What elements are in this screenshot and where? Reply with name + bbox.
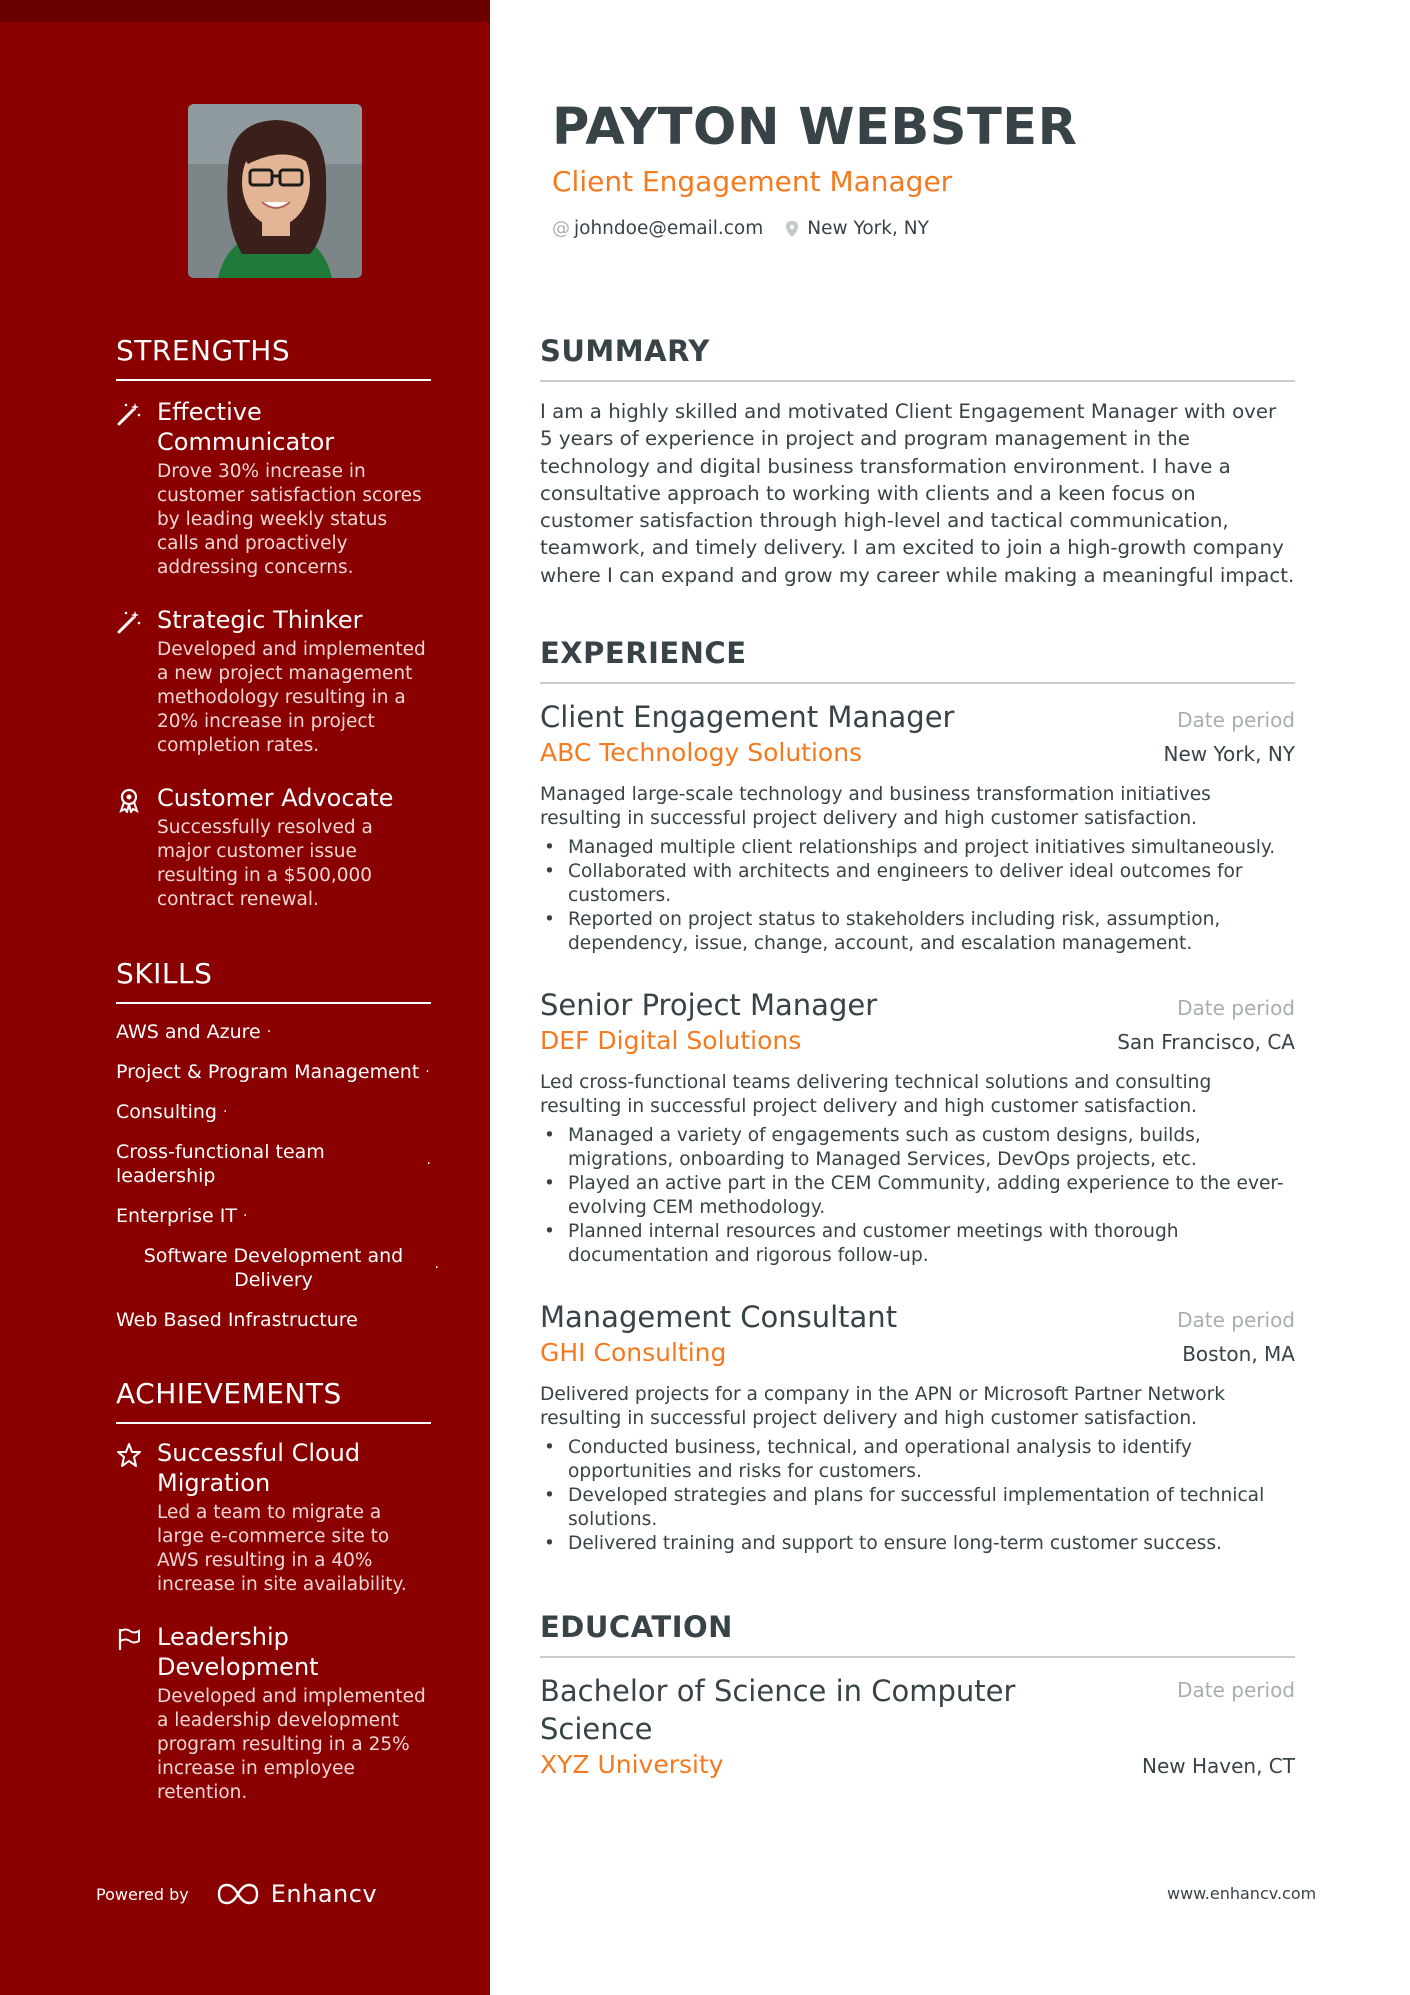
enhancv-brand: Enhancv: [270, 1880, 378, 1908]
achievement-title: Successful Cloud Migration: [157, 1439, 361, 1497]
job-entry: [540, 1298, 1295, 1556]
skill-item: AWS and Azure ·: [116, 1021, 272, 1043]
job-date: Date period: [1177, 1308, 1295, 1332]
location-text: New York, NY: [807, 218, 929, 239]
profile-photo: [188, 104, 362, 278]
skill-item: Enterprise IT ·: [116, 1205, 248, 1227]
job-bullet: • Managed multiple client relationships and project initiatives simultaneously.: [540, 836, 1295, 860]
powered-by: [96, 1880, 377, 1908]
job-bullet: • Developed strategies and plans for successful implementation of technical solutions.: [540, 1484, 1295, 1532]
job-company: ABC Technology Solutions: [540, 738, 863, 767]
skill-item: Consulting ·: [116, 1101, 228, 1123]
strengths-section: [116, 334, 431, 912]
strengths-heading: STRENGTHS: [116, 334, 431, 381]
job-bullet: • Collaborated with architects and engineers to deliver ideal outcomes for customers.: [540, 860, 1295, 908]
skill-label: AWS and Azure: [116, 1021, 261, 1043]
strength-item: [116, 397, 431, 580]
education-degree: Bachelor of Science in Computer Science: [540, 1674, 1016, 1746]
contact-location: [785, 218, 929, 239]
skill-item: Project & Program Management ·: [116, 1061, 430, 1083]
job-bullets: [540, 1436, 1295, 1556]
job-location: San Francisco, CA: [1117, 1030, 1295, 1054]
skill-item: [116, 1308, 431, 1332]
job-bullet: • Conducted business, technical, and operational analysis to identify opportunities and risks for customers.: [540, 1436, 1295, 1484]
candidate-role: Client Engagement Manager: [552, 165, 953, 198]
skills-list: [116, 1020, 439, 1332]
flag-icon: [116, 1626, 142, 1652]
job-bullet: • Played an active part in the CEM Community, adding experience to the ever-evolving CEM methodology.: [540, 1172, 1295, 1220]
summary-text: I am a highly skilled and motivated Client Engagement Manager with over 5 years of experience in project and program management in the technology and digital business transformation environment. I have a consultative approach to working with clients and a keen focus on customer satisfaction through high-level and tactical communication, teamwork, and timely delivery. I am excited to join a high-growth company where I can expand and grow my career while making a meaningful impact.: [540, 400, 1295, 587]
job-bullet: • Managed a variety of engagements such as custom designs, builds, migrations, onboarding to Managed Services, DevOps projects, etc.: [540, 1124, 1295, 1172]
job-desc: Delivered projects for a company in the APN or Microsoft Partner Network resulting in successful project delivery and high customer satisfaction.: [540, 1384, 1226, 1429]
contact-row: [552, 218, 951, 239]
sidebar-top-band: [0, 0, 490, 22]
skill-label: Consulting: [116, 1101, 217, 1123]
skill-label: Software Development and Delivery: [143, 1245, 404, 1291]
education-date: Date period: [1177, 1678, 1295, 1702]
job-desc: Managed large-scale technology and business transformation initiatives resulting in successful project delivery and high customer satisfaction.: [540, 784, 1211, 829]
contact-email[interactable]: [552, 218, 763, 239]
job-title: Client Engagement Manager: [540, 700, 955, 734]
email-text: johndoe@email.com: [574, 218, 764, 239]
achievement-item: [116, 1622, 431, 1805]
skill-label: Web Based Infrastructure: [116, 1309, 358, 1331]
achievement-item: [116, 1438, 431, 1597]
website-link[interactable]: www.enhancv.com: [1167, 1884, 1317, 1903]
sidebar: [0, 0, 490, 1995]
job-bullet: • Reported on project status to stakeholders including risk, assumption, dependency, issue, change, account, and escalation management.: [540, 908, 1295, 956]
job-title: Management Consultant: [540, 1300, 898, 1334]
job-bullets: [540, 1124, 1295, 1268]
job-bullet: • Planned internal resources and customer meetings with thorough documentation and rigorous follow-up.: [540, 1220, 1295, 1268]
job-company: GHI Consulting: [540, 1338, 727, 1367]
strength-title: Strategic Thinker: [157, 606, 363, 634]
achievement-title: Leadership Development: [157, 1623, 319, 1681]
education-entry: [540, 1672, 1295, 1782]
enhancv-logo[interactable]: [215, 1880, 377, 1908]
magic-wand-icon: [116, 609, 142, 635]
job-desc: Led cross-functional teams delivering technical solutions and consulting resulting in successful project delivery and high customer satisfaction.: [540, 1072, 1212, 1117]
award-icon: [116, 787, 142, 813]
skill-label: Project & Program Management: [116, 1061, 420, 1083]
skills-heading: SKILLS: [116, 957, 431, 1004]
location-pin-icon: [785, 220, 799, 238]
job-entry: [540, 986, 1295, 1268]
education-heading: EDUCATION: [540, 1610, 1295, 1658]
candidate-name: PAYTON WEBSTER: [552, 98, 1078, 157]
strength-desc: Successfully resolved a major customer issue resulting in a $500,000 contract renewal.: [157, 817, 373, 910]
strength-item: [116, 783, 431, 912]
skill-item: Cross-functional team leadership ·: [116, 1141, 431, 1187]
skill-label: Cross-functional team leadership: [116, 1141, 325, 1187]
job-location: Boston, MA: [1182, 1342, 1295, 1366]
strength-desc: Developed and implemented a new project management methodology resulting in a 20% increase in project completion rates.: [157, 639, 426, 756]
job-location: New York, NY: [1163, 742, 1295, 766]
strength-desc: Drove 30% increase in customer satisfaction scores by leading weekly status calls and proactively addressing concerns.: [157, 461, 422, 578]
at-icon: @: [552, 218, 570, 239]
job-company: DEF Digital Solutions: [540, 1026, 802, 1055]
magic-wand-icon: [116, 401, 142, 427]
skill-item: Software Development and Delivery ·: [116, 1244, 431, 1292]
strength-item: [116, 605, 431, 758]
education-school: XYZ University: [540, 1750, 724, 1779]
education-location: New Haven, CT: [1142, 1754, 1295, 1778]
achievements-heading: ACHIEVEMENTS: [116, 1377, 431, 1424]
enhancv-logo-icon: [215, 1882, 261, 1906]
skill-label: Enterprise IT: [116, 1205, 237, 1227]
achievements-section: [116, 1377, 431, 1805]
job-date: Date period: [1177, 708, 1295, 732]
strength-title: Customer Advocate: [157, 784, 394, 812]
job-date: Date period: [1177, 996, 1295, 1020]
job-bullets: [540, 836, 1295, 956]
job-bullet: • Delivered training and support to ensure long-term customer success.: [540, 1532, 1295, 1556]
skills-section: [116, 957, 439, 1332]
summary-heading: SUMMARY: [540, 334, 1295, 382]
achievement-desc: Led a team to migrate a large e-commerce site to AWS resulting in a 40% increase in site availability.: [157, 1502, 407, 1595]
job-title: Senior Project Manager: [540, 988, 878, 1022]
strength-title: Effective Communicator: [157, 398, 335, 456]
experience-heading: EXPERIENCE: [540, 636, 1295, 684]
achievement-desc: Developed and implemented a leadership development program resulting in a 25% increase in employee retention.: [157, 1686, 426, 1803]
powered-by-label: Powered by: [96, 1884, 189, 1904]
job-entry: [540, 698, 1295, 956]
star-icon: [116, 1442, 142, 1468]
